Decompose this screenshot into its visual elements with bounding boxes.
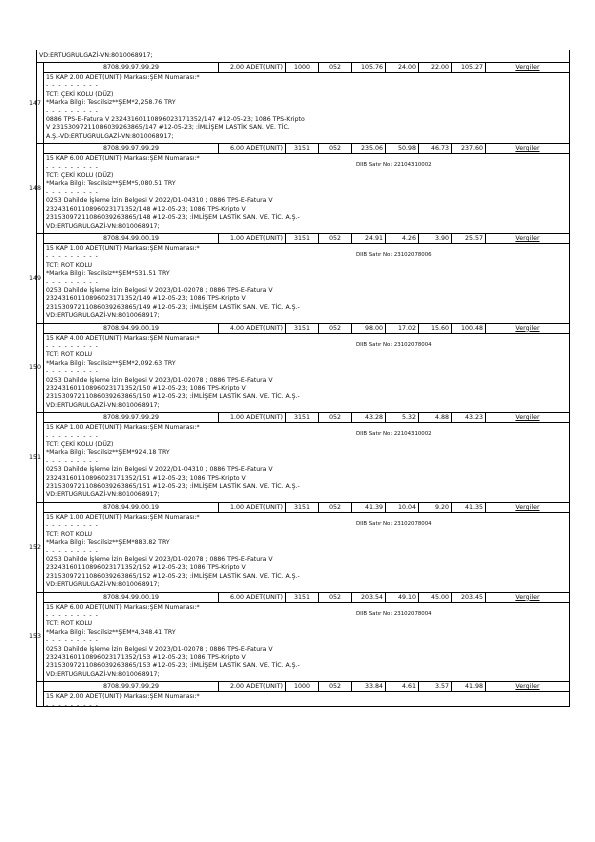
procedure-code: 3151: [286, 324, 319, 333]
item-body: [43, 63, 569, 143]
item-record: [29, 144, 570, 234]
description-line: VD:ERTUGRULGAZİ-VN:8010068917;: [46, 670, 160, 678]
diib-line-number: [354, 692, 569, 706]
item-body: [43, 144, 569, 233]
procedure-code: 3151: [286, 234, 319, 243]
procedure-code: 3151: [286, 593, 319, 602]
gross-weight: 235.06: [352, 144, 386, 153]
description-line: 23243160110896023171352/153 #12-05-23; 1086 TPS-Kripto V: [46, 653, 246, 661]
country-code: 052: [319, 503, 352, 512]
net-weight-2: 9.20: [419, 503, 452, 512]
diib-line-number: DIIB Satır No: 23102078004: [356, 520, 432, 527]
statistical-value: 41.98: [452, 682, 486, 691]
description-line: - - - - - - - - -: [46, 163, 99, 171]
description-line: - - - - - - - - -: [46, 253, 99, 261]
description-line: - - - - - - - - -: [46, 342, 99, 350]
item-body: [43, 324, 569, 413]
net-weight-2: 46.73: [419, 144, 452, 153]
item-detail: [44, 692, 569, 706]
description-line: *Marka Bilgi: Tescilsiz**ŞEM*2,258.76 TRY: [46, 99, 176, 107]
description-line: - - - - - - - - -: [46, 82, 99, 90]
net-weight: 49.10: [386, 593, 419, 602]
gross-weight: 33.84: [352, 682, 386, 691]
item-number: [29, 593, 43, 682]
quantity: 1.00 ADET(UNIT): [219, 413, 286, 422]
description-line: - - - - - - - - -: [46, 611, 99, 619]
tariff-code: 8708.99.97.99.29: [44, 144, 219, 153]
item-summary-row: [44, 63, 569, 73]
description-line: - - - - - - - - -: [46, 278, 99, 286]
taxes-link[interactable]: Vergiler: [515, 64, 540, 71]
taxes-link[interactable]: Vergiler: [515, 683, 540, 691]
statistical-value: 203.45: [452, 593, 486, 602]
quantity: 2.00 ADET(UNIT): [219, 682, 286, 691]
description-line: 23243160110896023171352/148 #12-05-23; 1086 TPS-Kripto V: [46, 205, 246, 213]
description-line: 23243160110896023171352/151 #12-05-23; 1086 TPS-Kripto V: [46, 474, 246, 482]
item-number-label: 150: [29, 364, 42, 372]
statistical-value: 100.48: [452, 324, 486, 333]
item-detail: [44, 334, 569, 413]
statistical-value: 237.60: [452, 144, 486, 153]
description-line: - - - - - - - - -: [46, 701, 99, 707]
country-code: 052: [319, 234, 352, 243]
description-line: TCT: ROT KOLU: [46, 530, 93, 538]
item-summary-row: [44, 144, 569, 154]
description-line: 0253 Dahilde İşleme İzin Belgesi V 2022/D1-04310 ; 0886 TPS-E-Fatura V: [46, 197, 273, 205]
tariff-code: 8708.94.99.00.19: [44, 324, 219, 333]
diib-line-number: DIIB Satır No: 22104310002: [356, 431, 432, 438]
item-summary-row: [44, 234, 569, 244]
country-code: 052: [319, 324, 352, 333]
description-line: 15 KAP 1.00 ADET(UNIT) Markası:ŞEM Numarası:*: [46, 424, 200, 432]
gross-weight: 41.39: [352, 503, 386, 512]
item-summary-row: [44, 503, 569, 513]
statistical-value: 41.35: [452, 503, 486, 512]
taxes-link[interactable]: Vergiler: [515, 234, 540, 242]
item-body: [43, 413, 569, 502]
item-number-label: 149: [29, 274, 42, 282]
net-weight-2: 15.60: [419, 324, 452, 333]
description-line: A.Ş.-VD:ERTUGRULGAZİ-VN:8010068917;: [46, 132, 174, 140]
item-summary-row: [44, 413, 569, 423]
item-record: [29, 63, 570, 144]
description-line: *Marka Bilgi: Tescilsiz**ŞEM*5,080.51 TRY: [46, 180, 176, 188]
description-line: - - - - - - - - -: [46, 522, 99, 530]
description-line: 15 KAP 6.00 ADET(UNIT) Markası:ŞEM Numarası:*: [46, 155, 200, 163]
taxes-link[interactable]: Vergiler: [515, 324, 540, 332]
item-number: [37, 682, 43, 706]
description-line: VD:ERTUGRULGAZİ-VN:8010068917;: [46, 491, 160, 499]
description-line: 0253 Dahilde İşleme İzin Belgesi V 2023/D1-02078 ; 0886 TPS-E-Fatura V: [46, 286, 273, 294]
item-record: [29, 593, 570, 683]
item-list: [29, 63, 570, 707]
description-line: TCT: ROT KOLU: [46, 620, 93, 628]
net-weight-2: 45.00: [419, 593, 452, 602]
description-line: - - - - - - - - -: [46, 107, 99, 115]
procedure-code: 1000: [286, 63, 319, 72]
item-body: [43, 234, 569, 323]
item-detail: [44, 154, 569, 233]
net-weight: 4.61: [386, 682, 419, 691]
description-line: 23153097211086039263865/151 #12-05-23; :İMLİŞEM LASTİK SAN. VE. TİC. A.Ş.-: [46, 483, 300, 491]
description-line: 0253 Dahilde İşleme İzin Belgesi V 2023/D1-02078 ; 0886 TPS-E-Fatura V: [46, 376, 273, 384]
item-body: [43, 682, 569, 706]
description-line: 15 KAP 4.00 ADET(UNIT) Markası:ŞEM Numarası:*: [46, 334, 200, 342]
description-line: VD:ERTUGRULGAZİ-VN:8010068917;: [46, 222, 160, 230]
description-line: 0253 Dahilde İşleme İzin Belgesi V 2023/D1-02078 ; 0886 TPS-E-Fatura V: [46, 555, 273, 563]
item-number: [29, 144, 43, 233]
net-weight: 50.98: [386, 144, 419, 153]
description-line: TCT: ROT KOLU: [46, 351, 93, 359]
taxes-link[interactable]: Vergiler: [515, 145, 540, 153]
description-line: TCT: ÇEKİ KOLU (DÜZ): [46, 90, 114, 98]
tariff-code: 8708.94.99.00.19: [44, 234, 219, 243]
net-weight: 24.00: [386, 63, 419, 72]
description-line: 23153097211086039263865/150 #12-05-23; :İMLİŞEM LASTİK SAN. VE. TİC. A.Ş.-: [46, 393, 300, 401]
net-weight: 10.04: [386, 503, 419, 512]
diib-line-number: DIIB Satır No: 23102078004: [356, 341, 432, 348]
country-code: 052: [319, 413, 352, 422]
item-detail: [44, 73, 569, 143]
country-code: 052: [319, 144, 352, 153]
description-line: *Marka Bilgi: Tescilsiz**ŞEM*924.18 TRY: [46, 449, 170, 457]
net-weight-2: 3.57: [419, 682, 452, 691]
net-weight: 5.32: [386, 413, 419, 422]
description-line: *Marka Bilgi: Tescilsiz**ŞEM*531.51 TRY: [46, 270, 170, 278]
description-line: 15 KAP 1.00 ADET(UNIT) Markası:ŞEM Numarası:*: [46, 513, 200, 521]
quantity: 1.00 ADET(UNIT): [219, 234, 286, 243]
item-record: [29, 234, 570, 324]
item-number: [29, 324, 43, 413]
item-description: [44, 423, 354, 502]
description-line: 23153097211086039263865/148 #12-05-23; :İMLİŞEM LASTİK SAN. VE. TİC. A.Ş.-: [46, 214, 300, 222]
procedure-code: 3151: [286, 144, 319, 153]
quantity: 1.00 ADET(UNIT): [219, 503, 286, 512]
description-line: VD:ERTUGRULGAZİ-VN:8010068917;: [46, 312, 160, 320]
item-body: [43, 503, 569, 592]
tariff-code: 8708.99.97.99.29: [44, 682, 219, 691]
statistical-value: 105.27: [452, 63, 486, 72]
description-line: *Marka Bilgi: Tescilsiz**ŞEM*2,092.63 TRY: [46, 359, 176, 367]
item-description: [44, 334, 354, 413]
item-record: [29, 324, 570, 414]
description-line: TCT: ÇEKİ KOLU (DÜZ): [46, 441, 114, 449]
statistical-value: 25.57: [452, 234, 486, 243]
taxes-link[interactable]: Vergiler: [515, 503, 540, 511]
item-number-label: 152: [29, 543, 42, 551]
gross-weight: 98.00: [352, 324, 386, 333]
description-line: - - - - - - - - -: [46, 432, 99, 440]
diib-line-number: DIIB Satır No: 22104310002: [356, 162, 432, 169]
description-line: - - - - - - - - -: [46, 637, 99, 645]
item-number: [29, 234, 43, 323]
description-line: - - - - - - - - -: [46, 547, 99, 555]
item-number-label: 148: [29, 185, 42, 193]
quantity: 4.00 ADET(UNIT): [219, 324, 286, 333]
item-number-label: 153: [29, 633, 42, 641]
description-line: 15 KAP 1.00 ADET(UNIT) Markası:ŞEM Numarası:*: [46, 244, 200, 252]
previous-item-tail: VD:ERTUGRULGAZİ-VN:8010068917;: [36, 50, 570, 63]
taxes-link[interactable]: Vergiler: [515, 593, 540, 601]
item-number-label: 151: [29, 454, 42, 462]
diib-line-number: DIIB Satır No: 23102078006: [356, 251, 432, 258]
net-weight: 4.26: [386, 234, 419, 243]
item-detail: [44, 244, 569, 323]
item-description: [44, 513, 354, 592]
item-detail: [44, 513, 569, 592]
net-weight-2: 3.90: [419, 234, 452, 243]
description-line: 23243160110896023171352/152 #12-05-23; 1086 TPS-Kripto V: [46, 564, 246, 572]
declaration-page: [29, 50, 570, 707]
item-description: [44, 692, 354, 706]
description-line: TCT: ÇEKİ KOLU (DÜZ): [46, 172, 114, 180]
description-line: 15 KAP 2.00 ADET(UNIT) Markası:ŞEM Numarası:*: [46, 74, 200, 81]
item-summary-row: [44, 682, 569, 692]
description-line: VD:ERTUGRULGAZİ-VN:8010068917;: [46, 401, 160, 409]
item-description: [44, 154, 354, 233]
country-code: 052: [319, 593, 352, 602]
tariff-code: 8708.99.97.99.29: [44, 413, 219, 422]
tariff-code: 8708.94.99.00.19: [44, 593, 219, 602]
description-line: - - - - - - - - -: [46, 368, 99, 376]
gross-weight: 105.76: [352, 63, 386, 72]
description-line: 23153097211086039263865/152 #12-05-23; :İMLİŞEM LASTİK SAN. VE. TİC. A.Ş.-: [46, 572, 300, 580]
tariff-code: 8708.94.99.00.19: [44, 503, 219, 512]
item-record: [36, 682, 570, 707]
taxes-link[interactable]: Vergiler: [515, 414, 540, 422]
item-description: [44, 603, 354, 682]
quantity: 2.00 ADET(UNIT): [219, 63, 286, 72]
item-detail: [44, 603, 569, 682]
statistical-value: 43.23: [452, 413, 486, 422]
description-line: 15 KAP 2.00 ADET(UNIT) Markası:ŞEM Numarası:*: [46, 693, 200, 701]
description-line: - - - - - - - - -: [46, 457, 99, 465]
description-line: 0886 TPS-E-Fatura V 23243160110896023171352/147 #12-05-23; 1086 TPS-Kripto: [46, 116, 305, 124]
item-number: [29, 503, 43, 592]
item-body: [43, 593, 569, 682]
item-record: [29, 413, 570, 503]
diib-line-number: DIIB Satır No: 23102078004: [356, 610, 432, 617]
item-summary-row: [44, 593, 569, 603]
description-line: V 23153097211086039263865/147 #12-05-23; :İMLİŞEM LASTİK SAN. VE. TİC.: [46, 124, 290, 132]
description-line: TCT: ROT KOLU: [46, 261, 93, 269]
gross-weight: 203.54: [352, 593, 386, 602]
diib-line-number: [354, 73, 569, 143]
description-line: 23243160110896023171352/149 #12-05-23; 1086 TPS-Kripto V: [46, 295, 246, 303]
description-line: *Marka Bilgi: Tescilsiz**ŞEM*4,348.41 TRY: [46, 628, 176, 636]
item-description: [44, 244, 354, 323]
item-number-label: 147: [29, 99, 42, 107]
description-line: 23153097211086039263865/153 #12-05-23; :İMLİŞEM LASTİK SAN. VE. TİC. A.Ş.-: [46, 662, 300, 670]
quantity: 6.00 ADET(UNIT): [219, 144, 286, 153]
item-description: [44, 73, 354, 143]
net-weight-2: 4.88: [419, 413, 452, 422]
item-detail: [44, 423, 569, 502]
description-line: 23153097211086039263865/149 #12-05-23; :İMLİŞEM LASTİK SAN. VE. TİC. A.Ş.-: [46, 303, 300, 311]
item-number: [29, 63, 43, 143]
description-line: 0253 Dahilde İşleme İzin Belgesi V 2023/D1-02078 ; 0886 TPS-E-Fatura V: [46, 645, 273, 653]
description-line: 23243160110896023171352/150 #12-05-23; 1086 TPS-Kripto V: [46, 385, 246, 392]
country-code: 052: [319, 682, 352, 691]
net-weight: 17.02: [386, 324, 419, 333]
procedure-code: 1000: [286, 682, 319, 691]
description-line: 15 KAP 6.00 ADET(UNIT) Markası:ŞEM Numarası:*: [46, 603, 200, 611]
description-line: *Marka Bilgi: Tescilsiz**ŞEM*883.82 TRY: [46, 539, 170, 547]
description-line: VD:ERTUGRULGAZİ-VN:8010068917;: [46, 581, 160, 589]
tariff-code: 8708.99.97.99.29: [44, 63, 219, 72]
item-number: [29, 413, 43, 502]
procedure-code: 3151: [286, 503, 319, 512]
description-line: 0253 Dahilde İşleme İzin Belgesi V 2022/D1-04310 ; 0886 TPS-E-Fatura V: [46, 466, 273, 474]
item-summary-row: [44, 324, 569, 334]
gross-weight: 43.28: [352, 413, 386, 422]
gross-weight: 24.91: [352, 234, 386, 243]
quantity: 6.00 ADET(UNIT): [219, 593, 286, 602]
description-line: - - - - - - - - -: [46, 188, 99, 196]
item-record: [29, 503, 570, 593]
net-weight-2: 22.00: [419, 63, 452, 72]
procedure-code: 3151: [286, 413, 319, 422]
country-code: 052: [319, 63, 352, 72]
